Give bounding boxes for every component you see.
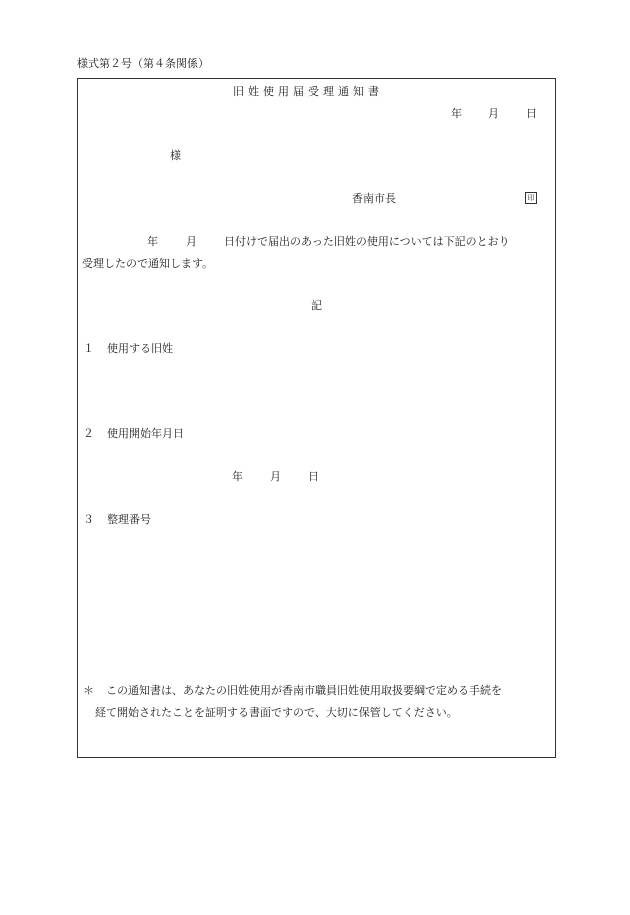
form-reference: 様式第２号（第４条関係） <box>77 57 209 70</box>
addressee-suffix: 様 <box>170 149 181 162</box>
item-1-label: 使用する旧姓 <box>107 342 173 355</box>
item-3-number: ３ <box>83 513 94 526</box>
body-month: 月 <box>186 235 197 248</box>
footnote-mark: ＊ <box>83 684 94 697</box>
ki-heading: 記 <box>311 299 322 312</box>
body-rest: 日付けで届出のあった旧姓の使用については下記のとおり <box>224 235 510 248</box>
start-date-year: 年 <box>232 470 243 483</box>
item-1-number: １ <box>83 342 94 355</box>
header-date-year: 年 <box>451 107 462 120</box>
form-title: 旧姓使用届受理通知書 <box>233 85 383 98</box>
header-date-month: 月 <box>488 107 499 120</box>
issuer-name: 香南市長 <box>352 192 396 205</box>
form-frame <box>77 78 556 758</box>
body-year: 年 <box>147 235 158 248</box>
item-3-label: 整理番号 <box>107 513 151 526</box>
footnote-line-2: 経て開始されたことを証明する書面ですので、大切に保管してください。 <box>95 706 458 719</box>
body-line-2: 受理したので通知します。 <box>82 257 214 270</box>
header-date-day: 日 <box>526 107 537 120</box>
footnote-line-1: この通知書は、あなたの旧姓使用が香南市職員旧姓使用取扱要綱で定める手続を <box>106 684 502 697</box>
start-date-month: 月 <box>270 470 281 483</box>
start-date-day: 日 <box>308 470 319 483</box>
item-2-number: ２ <box>83 427 94 440</box>
seal-mark: 印 <box>525 192 537 204</box>
item-2-label: 使用開始年月日 <box>107 427 184 440</box>
